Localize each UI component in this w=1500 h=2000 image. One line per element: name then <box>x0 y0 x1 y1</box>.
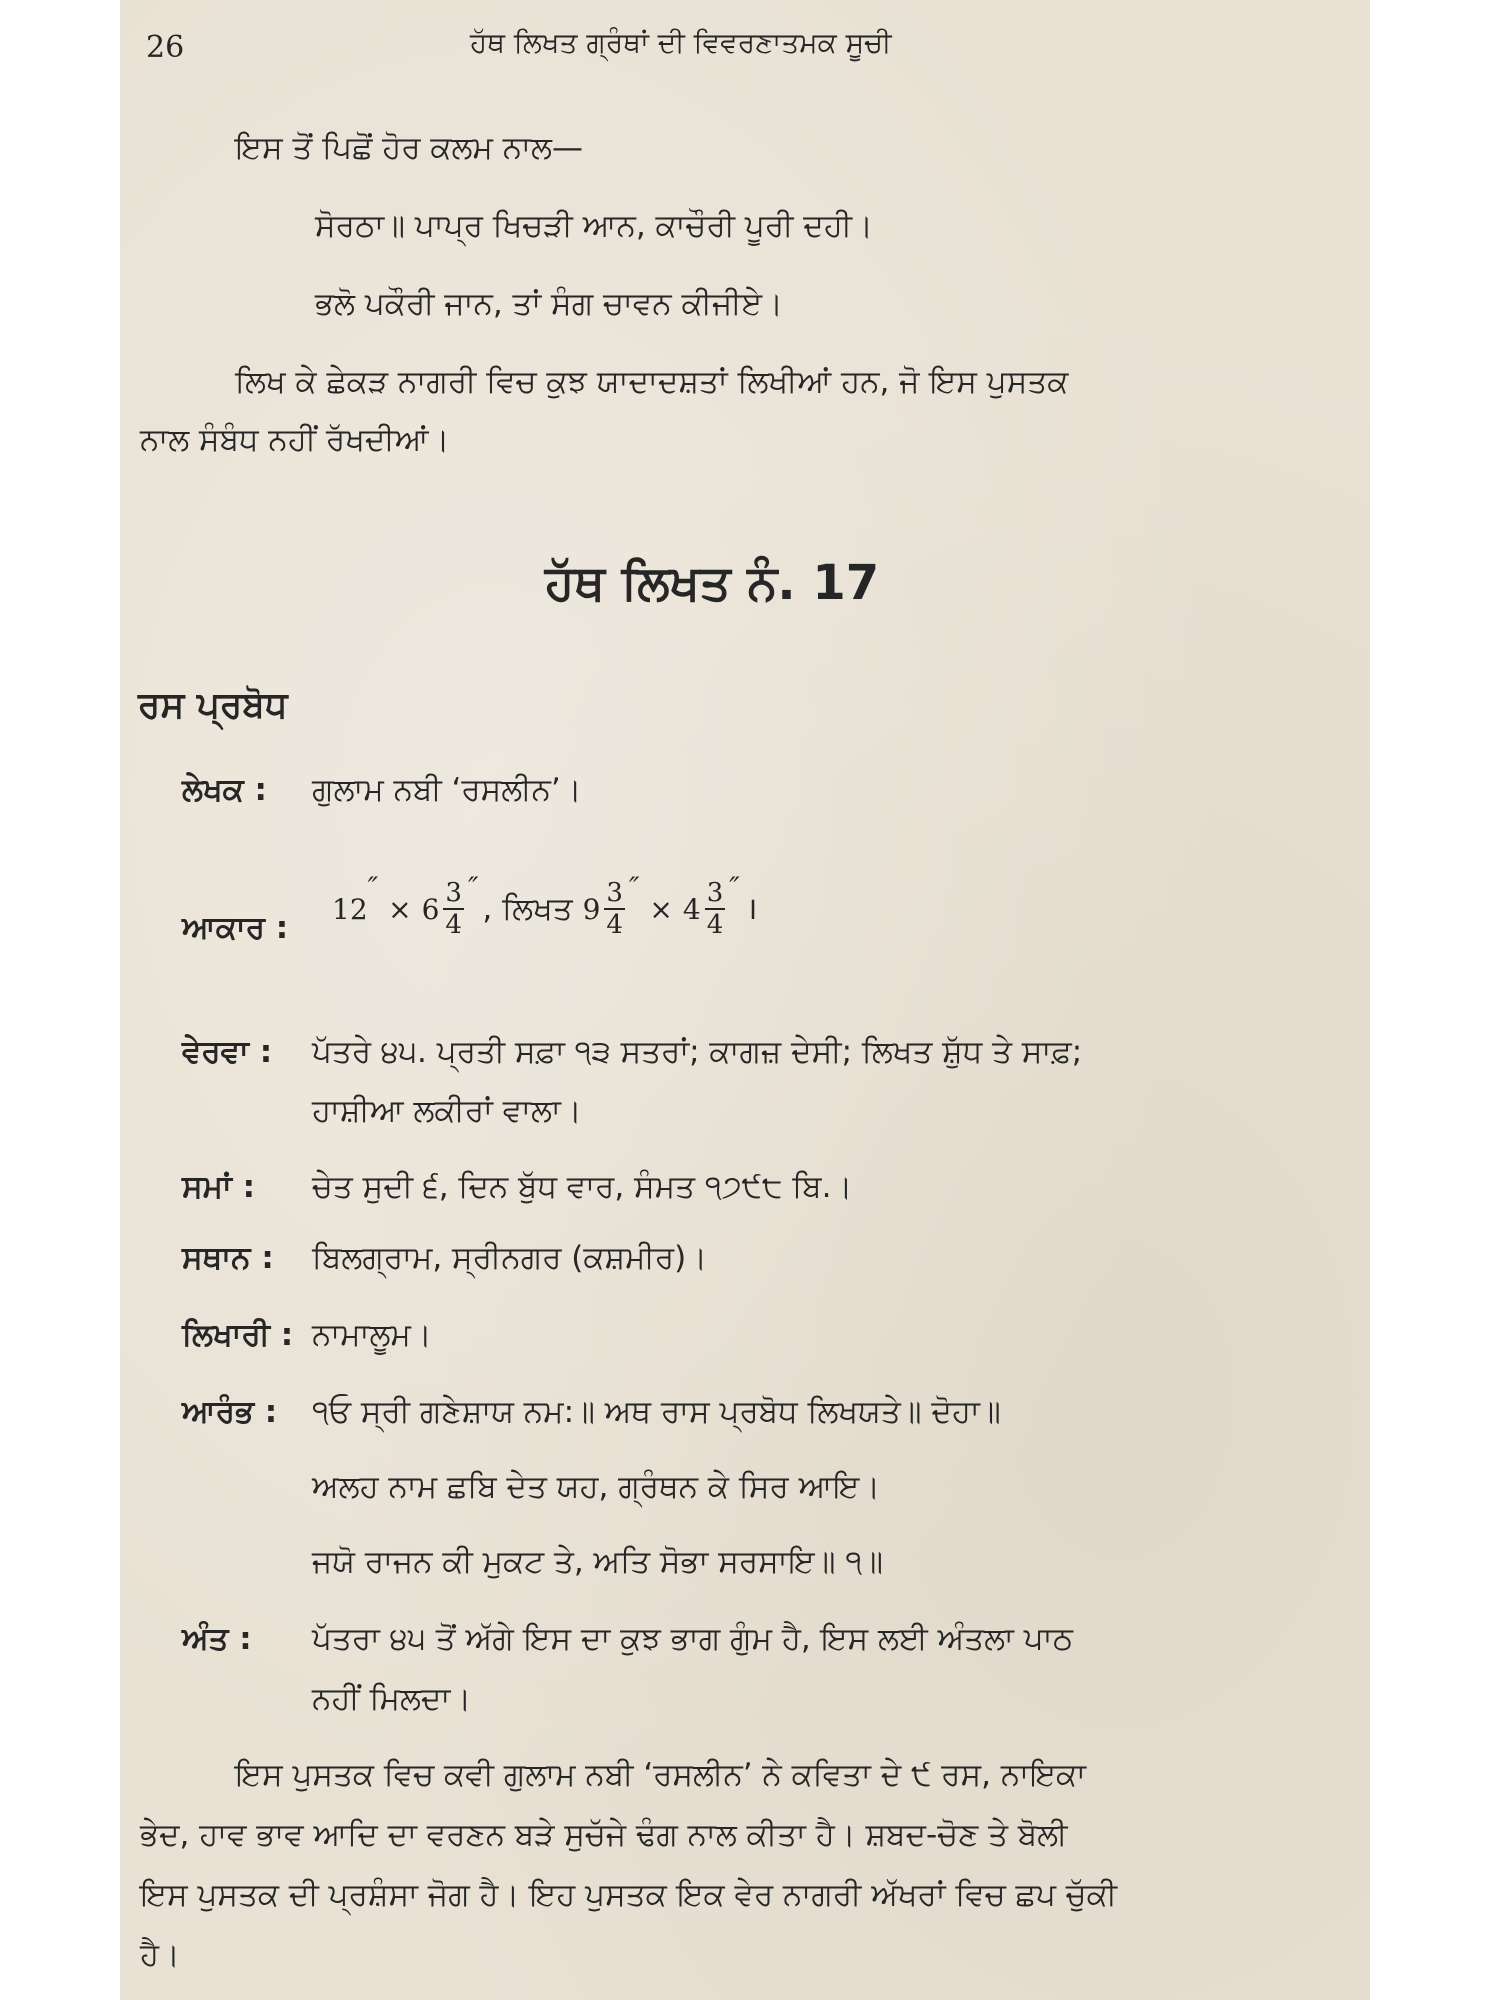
size-whole-4: 4 <box>682 892 701 926</box>
verse-line-1: ਸੋਰਠਾ॥ ਪਾਪ੍ਰ ਖਿਚੜੀ ਆਨ, ਕਾਚੌਰੀ ਪੂਰੀ ਦਹੀ। <box>315 208 874 244</box>
times-sign: × <box>649 892 673 926</box>
inch-mark: ″ <box>367 870 379 904</box>
size-end: । <box>745 891 758 927</box>
manuscript-title: ਰਸ ਪ੍ਰਬੋਧ <box>138 685 288 726</box>
details-label: ਵੇਰਵਾ : <box>182 1034 273 1070</box>
beginning-label: ਆਰੰਭ : <box>182 1394 278 1430</box>
size-label: ਆਕਾਰ : <box>182 910 289 946</box>
place-label: ਸਥਾਨ : <box>182 1240 274 1276</box>
fraction: $\frac{3}{4}$ <box>606 878 623 940</box>
inch-mark: ″ <box>729 870 740 904</box>
size-whole-2: 6 <box>421 892 440 926</box>
paragraph-1-line-1: ਲਿਖ ਕੇ ਛੇਕੜ ਨਾਗਰੀ ਵਿਚ ਕੁਝ ਯਾਦਾਦਸ਼ਤਾਂ ਲਿਖੀਆਂ ਹਨ, ਜੋ ਇਸ ਪੁਸਤਕ <box>235 364 1069 400</box>
beginning-line-2: ਅਲਹ ਨਾਮ ਛਬਿ ਦੇਤ ਯਹ, ਗ੍ਰੰਥਨ ਕੇ ਸਿਰ ਆਇ। <box>312 1469 881 1505</box>
ending-line-2: ਨਹੀਂ ਮਿਲਦਾ। <box>312 1681 472 1717</box>
times-sign: × <box>388 892 412 926</box>
verse-line-2: ਭਲੋ ਪਕੌਰੀ ਜਾਨ, ਤਾਂ ਸੰਗ ਚਾਵਨ ਕੀਜੀਏ। <box>315 286 784 322</box>
book-page <box>120 0 1370 2000</box>
final-paragraph-line-4: ਹੈ। <box>140 1937 180 1973</box>
manuscript-heading: ਹੱਥ ਲਿਖਤ ਨੰ. 17 <box>545 555 880 611</box>
beginning-line-3: ਜਯੋ ਰਾਜਨ ਕੀ ਮੁਕਟ ਤੇ, ਅਤਿ ਸੋਭਾ ਸਰਸਾਇ॥ ੧॥ <box>312 1544 884 1580</box>
running-title: ਹੱਥ ਲਿਖਤ ਗ੍ਰੰਥਾਂ ਦੀ ਵਿਵਰਣਾਤਮਕ ਸੂਚੀ <box>470 26 892 59</box>
page-number: 26 <box>146 30 185 65</box>
paragraph-1-line-2: ਨਾਲ ਸੰਬੰਧ ਨਹੀਂ ਰੱਖਦੀਆਂ। <box>140 422 450 458</box>
ending-line-1: ਪੱਤਰਾ ੪੫ ਤੋਂ ਅੱਗੇ ਇਸ ਦਾ ਕੁਝ ਭਾਗ ਗੁੰਮ ਹੈ, ਇਸ ਲਈ ਅੰਤਲਾ ਪਾਠ <box>312 1621 1073 1657</box>
inch-mark: ″ <box>628 870 640 904</box>
size-whole-3: 9 <box>582 892 601 926</box>
fraction: $\frac{3}{4}$ <box>706 878 724 940</box>
scribe-label: ਲਿਖਾਰੀ : <box>182 1317 294 1353</box>
final-paragraph-line-3: ਇਸ ਪੁਸਤਕ ਦੀ ਪ੍ਰਸ਼ੰਸਾ ਜੋਗ ਹੈ। ਇਹ ਪੁਸਤਕ ਇਕ ਵੇਰ ਨਾਗਰੀ ਅੱਖਰਾਂ ਵਿਚ ਛਪ ਚੁੱਕੀ <box>140 1877 1118 1913</box>
time-label: ਸਮਾਂ : <box>182 1169 256 1205</box>
size-separator: , ਲਿਖਤ <box>482 891 573 927</box>
beginning-line-1: ੧ਓ ਸ੍ਰੀ ਗਣੇਸ਼ਾਯ ਨਮ:॥ ਅਥ ਰਾਸ ਪ੍ਰਬੋਧ ਲਿਖਯਤੇ॥ ਦੋਹਾ॥ <box>312 1394 1001 1430</box>
size-dim-1: 12 <box>332 892 368 926</box>
author-value: ਗੁਲਾਮ ਨਬੀ ‘ਰਸਲੀਨ’। <box>312 772 582 808</box>
time-value: ਚੇਤ ਸੁਦੀ ੬, ਦਿਨ ਬੁੱਧ ਵਾਰ, ਸੰਮਤ ੧੭੯੮ ਬਿ.। <box>312 1169 853 1205</box>
fraction: $\frac{3}{4}$ <box>445 878 462 940</box>
inch-mark: ″ <box>467 870 479 904</box>
scribe-value: ਨਾਮਾਲੂਮ। <box>312 1317 432 1353</box>
details-line-2: ਹਾਸ਼ੀਆ ਲਕੀਰਾਂ ਵਾਲਾ। <box>312 1093 582 1129</box>
intro-line: ਇਸ ਤੋਂ ਪਿਛੋਂ ਹੋਰ ਕਲਮ ਨਾਲ— <box>235 130 583 166</box>
final-paragraph-line-1: ਇਸ ਪੁਸਤਕ ਵਿਚ ਕਵੀ ਗੁਲਾਮ ਨਬੀ ‘ਰਸਲੀਨ’ ਨੇ ਕਵਿਤਾ ਦੇ ੯ ਰਸ, ਨਾਇਕਾ <box>235 1757 1087 1793</box>
place-value: ਬਿਲਗ੍ਰਾਮ, ਸ੍ਰੀਨਗਰ (ਕਸ਼ਮੀਰ)। <box>312 1240 708 1276</box>
details-line-1: ਪੱਤਰੇ ੪੫. ਪ੍ਰਤੀ ਸਫ਼ਾ ੧੩ ਸਤਰਾਂ; ਕਾਗਜ਼ ਦੇਸੀ; ਲਿਖਤ ਸ਼ੁੱਧ ਤੇ ਸਾਫ਼; <box>312 1034 1083 1070</box>
ending-label: ਅੰਤ : <box>182 1621 252 1657</box>
size-value <box>332 870 758 940</box>
final-paragraph-line-2: ਭੇਦ, ਹਾਵ ਭਾਵ ਆਦਿ ਦਾ ਵਰਣਨ ਬੜੇ ਸੁਚੱਜੇ ਢੰਗ ਨਾਲ ਕੀਤਾ ਹੈ। ਸ਼ਬਦ-ਚੋਣ ਤੇ ਬੋਲੀ <box>140 1817 1068 1853</box>
author-label: ਲੇਖਕ : <box>182 772 267 808</box>
